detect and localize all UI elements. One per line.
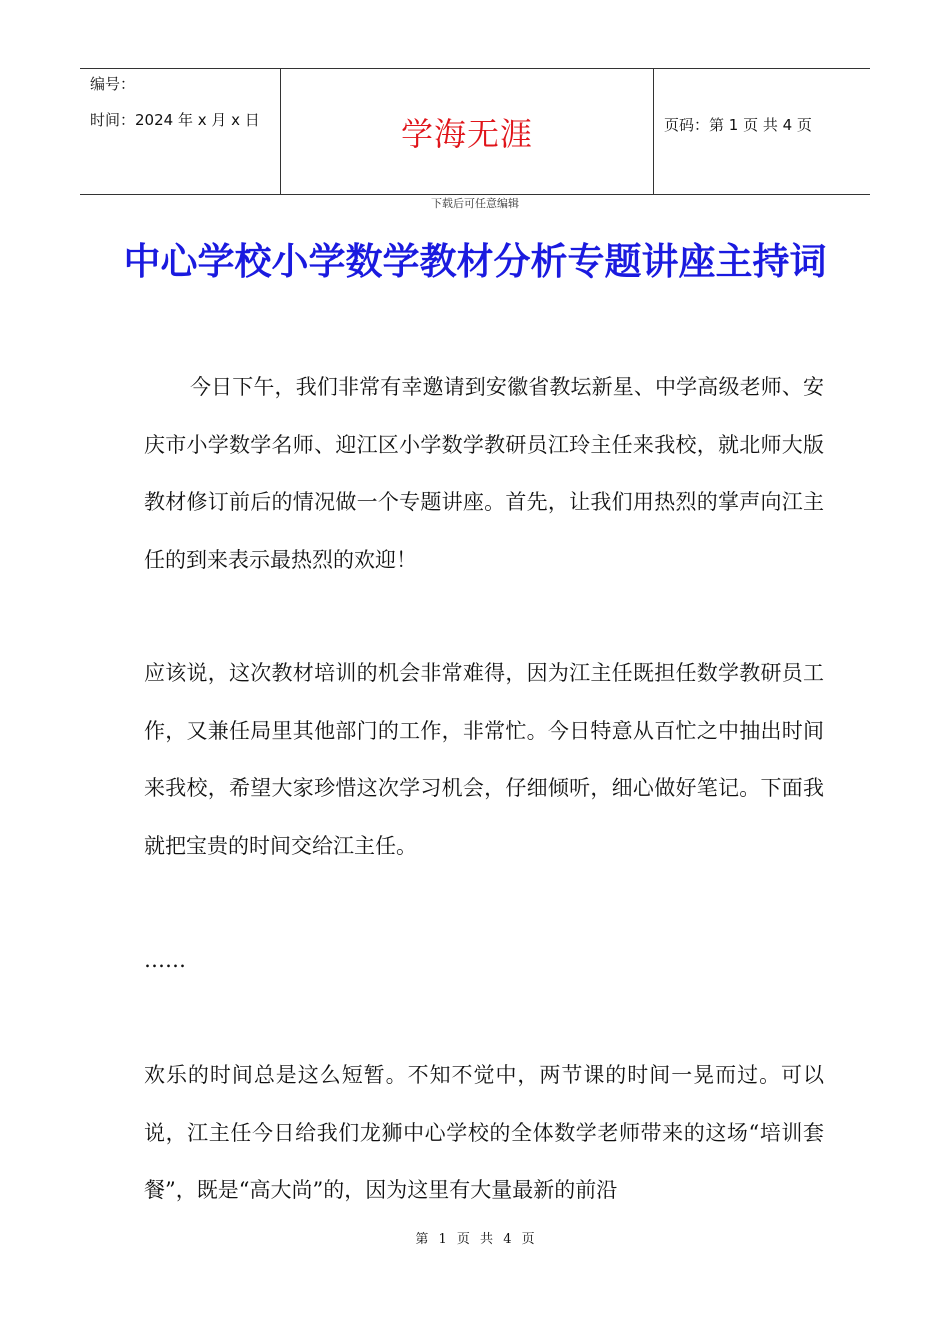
header-brand-cell	[281, 69, 654, 194]
page-footer: 第 1 页 共 4 页	[415, 1232, 535, 1247]
paragraph-1: 今日下午，我们非常有幸邀请到安徽省教坛新星、中学高级老师、安庆市小学数学名师、迎江区小学数学教研员江玲主任来我校，就北师大版教材修订前后的情况做一个专题讲座。首先，让我们用热烈的掌声向江主任的到来表示最热烈的欢迎！	[144, 375, 824, 572]
serial-label: 编号：	[90, 75, 136, 93]
brand-title: 学海无涯	[400, 114, 533, 153]
paragraph-2: 应该说，这次教材培训的机会非常难得，因为江主任既担任数学教研员工作，又兼任局里其他部门的工作，非常忙。今日特意从百忙之中抽出时间来我校，希望大家珍惜这次学习机会，仔细倾听，细心做好笔记。下面我就把宝贵的时间交给江主任。	[144, 661, 824, 858]
paragraph-ellipsis: ……	[144, 948, 186, 972]
page-info: 页码：第 1 页 共 4 页	[664, 116, 812, 134]
header-right-cell	[654, 69, 870, 194]
header-left-cell	[80, 69, 281, 194]
paragraph-3: 欢乐的时间总是这么短暂。不知不觉中，两节课的时间一晃而过。可以说，江主任今日给我们龙狮中心学校的全体数学老师带来的这场“培训套餐”，既是“高大尚”的，因为这里有大量最新的前沿	[144, 1063, 824, 1202]
document-header	[80, 68, 870, 195]
edit-note: 下载后可任意编辑	[431, 197, 519, 210]
document-title: 中心学校小学数学教材分析专题讲座主持词	[123, 240, 827, 283]
date-label: 时间：2024 年 x 月 x 日	[90, 111, 260, 129]
